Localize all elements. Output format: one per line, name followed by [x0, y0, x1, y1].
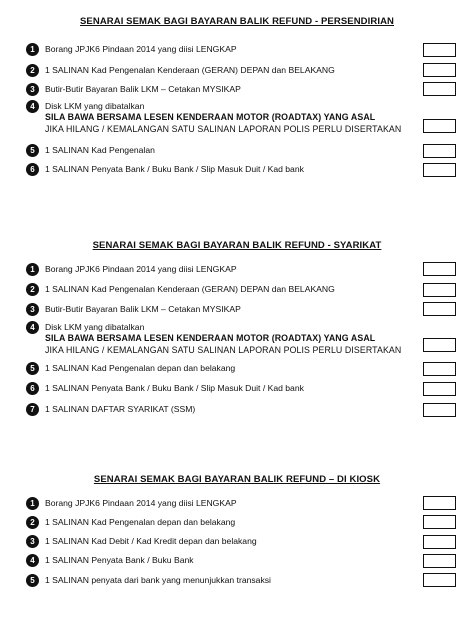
item-number-badge: 3	[26, 83, 39, 96]
item-number-badge: 5	[26, 362, 39, 375]
item-number-badge: 2	[26, 283, 39, 296]
checkbox[interactable]	[423, 43, 456, 57]
checkbox[interactable]	[423, 119, 456, 133]
section-title: SENARAI SEMAK BAGI BAYARAN BALIK REFUND - SYARIKAT	[92, 240, 382, 251]
item-text: 1 SALINAN Kad Debit / Kad Kredit depan dan belakang	[45, 536, 257, 546]
item-note-bold: SILA BAWA BERSAMA LESEN KENDERAAN MOTOR (ROADTAX) YANG ASAL	[45, 112, 376, 122]
item-number-badge: 1	[26, 43, 39, 56]
checkbox[interactable]	[423, 535, 456, 549]
item-number-badge: 2	[26, 64, 39, 77]
item-number-badge: 1	[26, 263, 39, 276]
checkbox[interactable]	[423, 262, 456, 276]
checkbox[interactable]	[423, 573, 456, 587]
checkbox[interactable]	[423, 82, 456, 96]
item-note-bold: SILA BAWA BERSAMA LESEN KENDERAAN MOTOR (ROADTAX) YANG ASAL	[45, 333, 376, 343]
item-number-badge: 4	[26, 554, 39, 567]
checkbox[interactable]	[423, 144, 456, 158]
item-text: Borang JPJK6 Pindaan 2014 yang diisi LENGKAP	[45, 264, 237, 274]
item-number-badge: 2	[26, 516, 39, 529]
item-note: JIKA HILANG / KEMALANGAN SATU SALINAN LAPORAN POLIS PERLU DISERTAKAN	[45, 124, 402, 134]
item-number-badge: 1	[26, 497, 39, 510]
item-text: Disk LKM yang dibatalkan	[45, 101, 145, 111]
item-text: 1 SALINAN Kad Pengenalan depan dan belakang	[45, 517, 236, 527]
item-number-badge: 4	[26, 321, 39, 334]
checkbox[interactable]	[423, 338, 456, 352]
checkbox[interactable]	[423, 515, 456, 529]
checkbox[interactable]	[423, 382, 456, 396]
section-title: SENARAI SEMAK BAGI BAYARAN BALIK REFUND - PERSENDIRIAN	[79, 16, 394, 27]
checkbox[interactable]	[423, 302, 456, 316]
checkbox[interactable]	[423, 63, 456, 77]
item-text: Butir-Butir Bayaran Balik LKM – Cetakan MYSIKAP	[45, 304, 241, 314]
item-text: 1 SALINAN Kad Pengenalan	[45, 145, 155, 155]
item-text: 1 SALINAN penyata dari bank yang menunjukkan transaksi	[45, 575, 271, 585]
item-text: Disk LKM yang dibatalkan	[45, 322, 145, 332]
item-note: JIKA HILANG / KEMALANGAN SATU SALINAN LAPORAN POLIS PERLU DISERTAKAN	[45, 345, 402, 355]
item-text: 1 SALINAN Penyata Bank / Buku Bank / Slip Masuk Duit / Kad bank	[45, 164, 304, 174]
item-number-badge: 5	[26, 574, 39, 587]
checkbox[interactable]	[423, 554, 456, 568]
checkbox[interactable]	[423, 496, 456, 510]
item-text: Borang JPJK6 Pindaan 2014 yang diisi LENGKAP	[45, 498, 237, 508]
item-text: 1 SALINAN Penyata Bank / Buku Bank	[45, 555, 194, 565]
checkbox[interactable]	[423, 163, 456, 177]
item-text: 1 SALINAN Kad Pengenalan depan dan belakang	[45, 363, 236, 373]
item-text: Borang JPJK6 Pindaan 2014 yang diisi LENGKAP	[45, 44, 237, 54]
item-text: 1 SALINAN Penyata Bank / Buku Bank / Slip Masuk Duit / Kad bank	[45, 383, 304, 393]
checkbox[interactable]	[423, 403, 456, 417]
item-number-badge: 6	[26, 163, 39, 176]
checkbox[interactable]	[423, 283, 456, 297]
item-text: 1 SALINAN Kad Pengenalan Kenderaan (GERAN) DEPAN dan BELAKANG	[45, 284, 335, 294]
item-number-badge: 4	[26, 100, 39, 113]
section-title: SENARAI SEMAK BAGI BAYARAN BALIK REFUND – DI KIOSK	[93, 474, 381, 485]
item-number-badge: 7	[26, 403, 39, 416]
item-text: 1 SALINAN Kad Pengenalan Kenderaan (GERAN) DEPAN dan BELAKANG	[45, 65, 335, 75]
item-number-badge: 5	[26, 144, 39, 157]
item-number-badge: 6	[26, 382, 39, 395]
item-number-badge: 3	[26, 303, 39, 316]
item-text: Butir-Butir Bayaran Balik LKM – Cetakan MYSIKAP	[45, 84, 241, 94]
checkbox[interactable]	[423, 362, 456, 376]
item-text: 1 SALINAN DAFTAR SYARIKAT (SSM)	[45, 404, 196, 414]
item-number-badge: 3	[26, 535, 39, 548]
